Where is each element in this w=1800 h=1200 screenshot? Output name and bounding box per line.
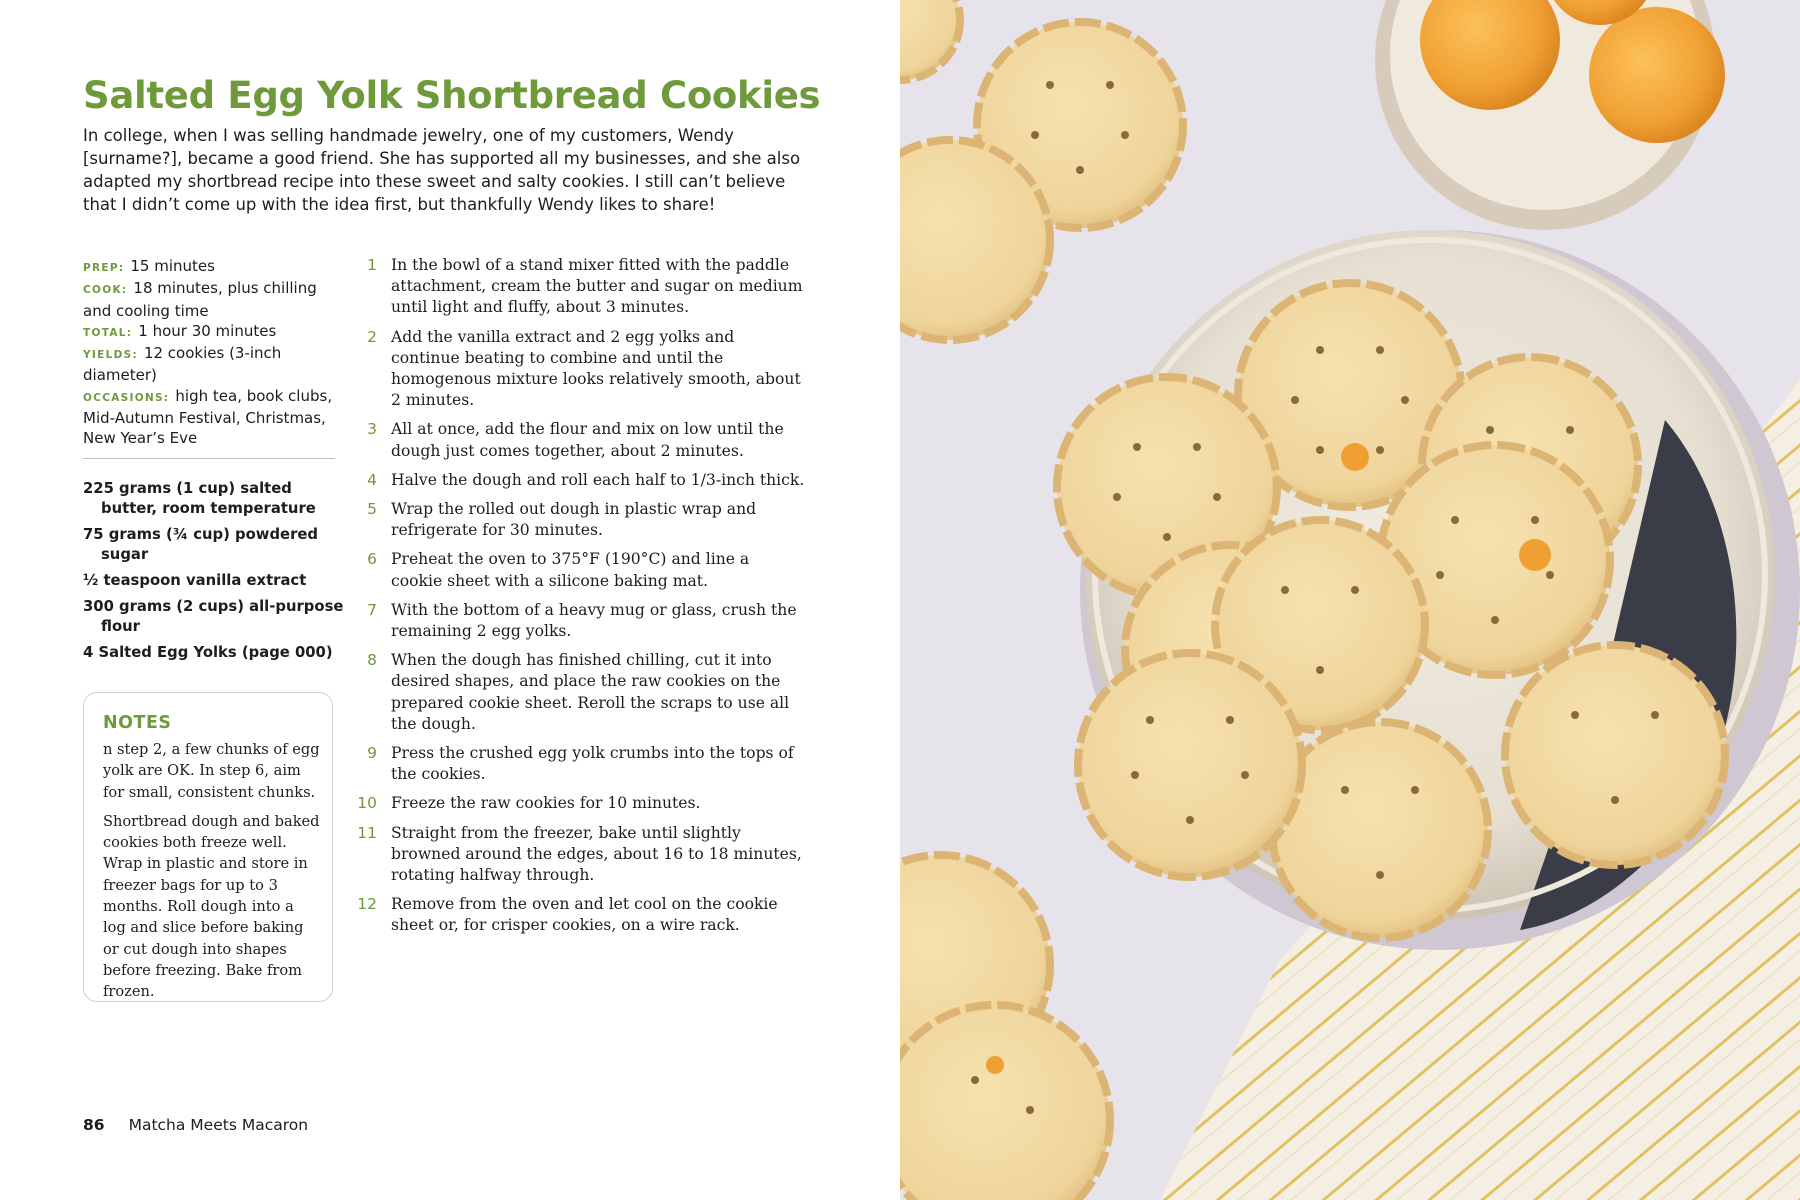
notes-paragraph: Shortbread dough and baked cookies both freeze well. Wrap in plastic and store in freezer bags for up to 3 months. Roll dough into a log and slice before baking or cut dough into shapes before freezing. Bake from frozen. <box>103 812 320 1001</box>
notes-title: NOTES <box>103 713 172 733</box>
step-item <box>350 600 805 642</box>
step-item <box>350 255 805 319</box>
step-text: Wrap the rolled out dough in plastic wrap and refrigerate for 30 minutes. <box>391 500 757 540</box>
step-number: 2 <box>367 327 377 346</box>
meta-total <box>83 321 345 343</box>
step-text: All at once, add the flour and mix on low until the dough just comes together, about 2 minutes. <box>391 420 784 460</box>
photo-page <box>900 0 1800 1200</box>
egg-yolk <box>1589 7 1725 143</box>
divider <box>83 458 335 459</box>
meta-label: COOK: <box>83 284 128 297</box>
meta-cook <box>83 278 345 321</box>
meta-value: 18 minutes, plus chilling and cooling time <box>83 279 317 320</box>
ingredient-item: ½ teaspoon vanilla extract <box>83 572 307 589</box>
step-text: Remove from the oven and let cool on the cookie sheet or, for crisper cookies, on a wire rack. <box>391 895 778 935</box>
meta-yields <box>83 343 345 386</box>
step-number: 3 <box>367 420 377 439</box>
step-text: With the bottom of a heavy mug or glass, crush the remaining 2 egg yolks. <box>391 600 797 641</box>
page-footer <box>83 1116 308 1134</box>
step-number: 7 <box>367 600 377 619</box>
step-number: 9 <box>367 744 377 763</box>
ingredient-item: 75 grams (¾ cup) powdered sugar <box>83 526 319 563</box>
step-item <box>350 327 805 412</box>
step-number: 12 <box>357 895 377 914</box>
meta-label: OCCASIONS: <box>83 391 170 404</box>
notes-box <box>83 692 333 1002</box>
recipe-meta <box>83 256 345 449</box>
cookie <box>1505 645 1725 865</box>
meta-prep <box>83 256 345 278</box>
step-text: Preheat the oven to 375°F (190°C) and line a cookie sheet with a silicone baking mat. <box>391 550 750 590</box>
cookies-photo <box>900 0 1800 1200</box>
method-steps <box>350 255 805 945</box>
step-item <box>350 793 805 814</box>
step-number: 1 <box>367 256 377 274</box>
meta-value: 12 cookies (3-inch diameter) <box>83 344 282 385</box>
step-text: Straight from the freezer, bake until slightly browned around the edges, about 16 to 18 minutes, rotating halfway through. <box>391 823 802 885</box>
step-text: Freeze the raw cookies for 10 minutes. <box>391 794 701 813</box>
meta-occasions <box>83 386 345 449</box>
step-item <box>350 419 805 461</box>
step-text: When the dough has finished chilling, cut it into desired shapes, and place the raw cookies on the prepared cookie sheet. Reroll the scraps to use all the dough. <box>391 651 790 733</box>
step-text: Halve the dough and roll each half to 1/3-inch thick. <box>391 470 805 489</box>
notes-paragraph: n step 2, a few chunks of egg yolk are OK. In step 6, aim for small, consistent chunks. <box>103 741 320 801</box>
recipe-intro: In college, when I was selling handmade jewelry, one of my customers, Wendy [surname?], became a good friend. She has supported all my businesses, and she also adapted my shortbread recipe into these sweet and salty cookies. I still can’t believe that I didn’t come up with the idea first, but thankfully Wendy likes to share! <box>83 126 801 214</box>
step-item <box>350 823 805 887</box>
ingredient-item: 225 grams (1 cup) salted butter, room temperature <box>83 480 316 517</box>
step-number: 6 <box>367 550 377 569</box>
step-item <box>350 549 805 591</box>
meta-value: high tea, book clubs, Mid-Autumn Festival, Christmas, New Year’s Eve <box>83 386 333 448</box>
step-number: 4 <box>367 470 377 489</box>
ingredient-item: 4 Salted Egg Yolks (page 000) <box>83 644 333 661</box>
cookie <box>1078 653 1302 877</box>
step-item <box>350 470 805 491</box>
meta-label: YIELDS: <box>83 349 138 362</box>
step-number: 5 <box>367 500 377 519</box>
ingredient-list <box>83 479 345 669</box>
step-number: 11 <box>357 823 377 842</box>
step-item <box>350 650 805 735</box>
meta-value: 1 hour 30 minutes <box>138 321 277 340</box>
ingredient-item: 300 grams (2 cups) all-purpose flour <box>83 598 344 635</box>
page-number: 86 <box>83 1116 105 1134</box>
meta-label: PREP: <box>83 262 125 274</box>
step-number: 10 <box>357 794 377 813</box>
meta-value: 15 minutes <box>130 257 215 275</box>
step-text: In the bowl of a stand mixer fitted with the paddle attachment, cream the butter and sugar on medium until light and fluffy, about 3 minutes. <box>391 256 803 317</box>
book-title: Matcha Meets Macaron <box>128 1116 309 1134</box>
step-item <box>350 894 805 936</box>
step-number: 8 <box>367 651 377 670</box>
recipe-title: Salted Egg Yolk Shortbread Cookies <box>83 74 821 117</box>
step-text: Press the crushed egg yolk crumbs into the tops of the cookies. <box>391 744 794 784</box>
meta-label: TOTAL: <box>83 326 133 339</box>
step-item <box>350 499 805 541</box>
step-item <box>350 743 805 785</box>
step-text: Add the vanilla extract and 2 egg yolks and continue beating to combine and until the homogenous mixture looks relatively smooth, about 2 minutes. <box>391 327 801 410</box>
